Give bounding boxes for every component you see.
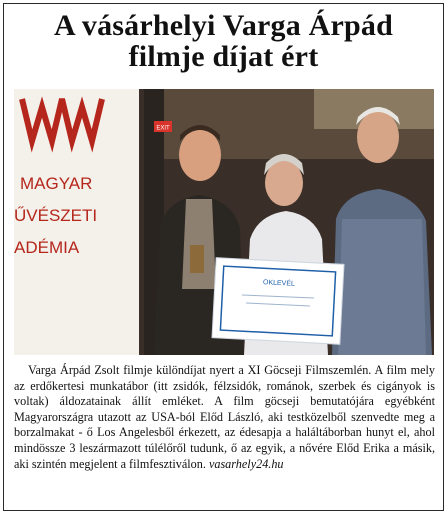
source-credit: vasarhely24.hu: [208, 456, 284, 471]
certificate-title: OKLEVÉL: [262, 279, 296, 288]
article-photo: [14, 89, 434, 355]
newspaper-clipping: [3, 3, 444, 511]
caption-text: Varga Árpád Zsolt filmje különdíjat nyert a XI Göcseji Filmszemlén. A film mely az erdőkertesi munkatábor (itt zsidók, félzsidók, románok, szerbek és cigányok is voltak) áldozatainak állít emléket. A film göcseji bemutatójára egyébként Magyarországra utazott az USA-ból Előd László, aki testközelből szenvedte meg a borzalmakat - ő Los Angelesből érkezett, az édesapja a haláltáborban hunyt el, ahol mindössze 3 leszármazott túlélőről tudunk, ő az egyik, a nővére Előd Erika a másik, aki szintén megjelent a filmfesztiválon.: [14, 363, 435, 471]
exit-sign: [154, 121, 172, 132]
headline-line-1: A vásárhelyi Varga Árpád: [53, 9, 393, 42]
article-caption: [14, 363, 435, 472]
banner-line-3: ADÉMIA: [14, 238, 80, 257]
academy-banner: [14, 89, 139, 355]
certificate: [212, 258, 344, 345]
banner-line-1: MAGYAR: [20, 174, 93, 193]
exit-sign-text: EXIT: [156, 125, 170, 132]
banner-line-2: ŰVÉSZETI: [14, 206, 98, 225]
headline-line-2: filmje díjat ért: [128, 40, 319, 73]
headline: [4, 10, 443, 72]
